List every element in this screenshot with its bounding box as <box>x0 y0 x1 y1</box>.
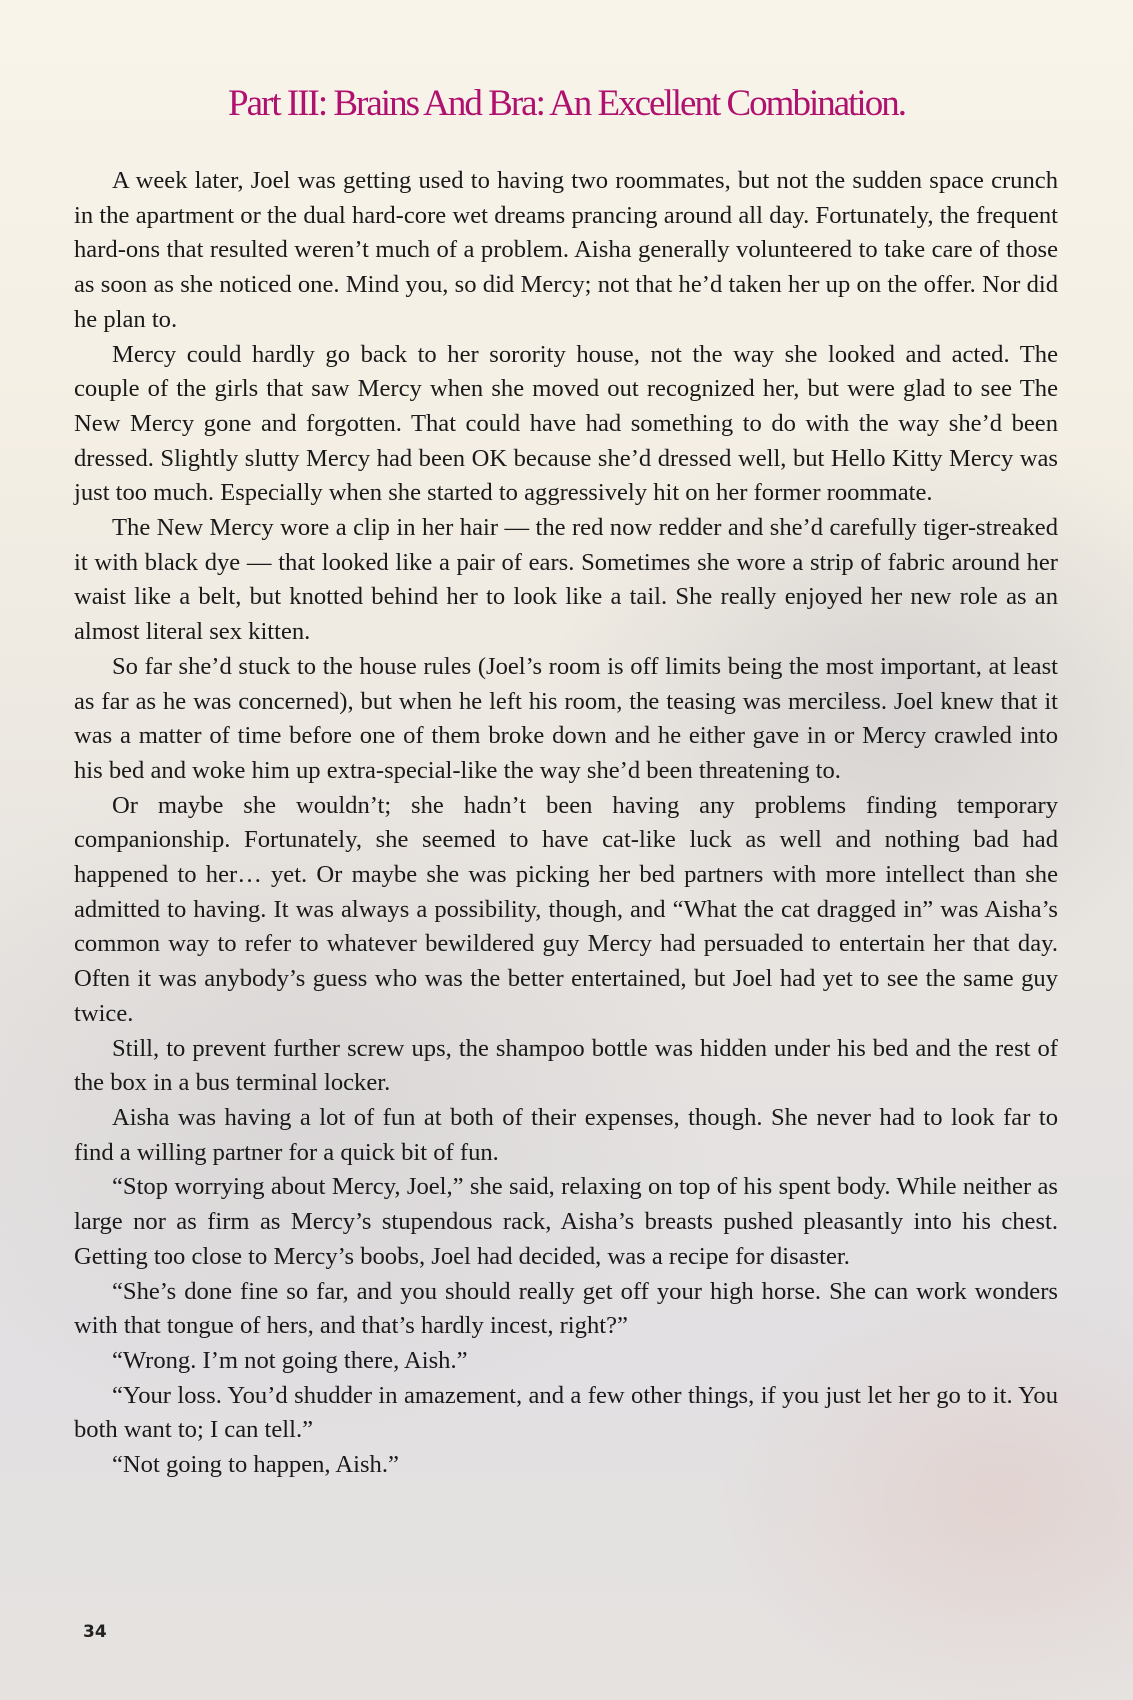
page-number: 34 <box>83 1622 107 1642</box>
chapter-title: Part III: Brains And Bra: An Excellent Combination. <box>228 83 905 124</box>
paragraph: The New Mercy wore a clip in her hair — the red now redder and she’d carefully tiger-streaked it with black dye — that looked like a pair of ears. Sometimes she wore a strip of fabric around her waist like a belt, but knotted behind her to look like a tail. She really enjoyed her new role as an almost literal sex kitten. <box>74 514 1058 646</box>
paragraph: A week later, Joel was getting used to having two roommates, but not the sudden space crunch in the apartment or the dual hard-core wet dreams prancing around all day. Fortunately, the frequent hard-ons that resulted weren’t much of a problem. Aisha generally volunteered to take care of those as soon as she noticed one. Mind you, so did Mercy; not that he’d taken her up on the offer. Nor did he plan to. <box>74 167 1058 333</box>
paragraph: “Not going to happen, Aish.” <box>112 1451 399 1479</box>
paragraph: Or maybe she wouldn’t; she hadn’t been having any problems finding temporary companionship. Fortunately, she seemed to have cat-like luck as well and nothing bad had happened to her… yet. Or maybe she was picking her bed partners with more intellect than she admitted to having. It was always a possibility, though, and “What the cat dragged in” was Aisha’s common way to refer to whatever bewildered guy Mercy had persuaded to entertain her that day. Often it was anybody’s guess who was the better entertained, but Joel had yet to see the same guy twice. <box>74 791 1058 1027</box>
paragraph: “Wrong. I’m not going there, Aish.” <box>112 1346 468 1374</box>
paragraph: “She’s done fine so far, and you should really get off your high horse. She can work wonders with that tongue of hers, and that’s hardly incest, right?” <box>74 1277 1058 1340</box>
body-text <box>74 164 1058 1483</box>
paragraph: So far she’d stuck to the house rules (Joel’s room is off limits being the most important, at least as far as he was concerned), but when he left his room, the teasing was merciless. Joel knew that it was a matter of time before one of them broke down and he either gave in or Mercy crawled into his bed and woke him up extra-special-like the way she’d been threatening to. <box>74 652 1058 784</box>
paragraph: Aisha was having a lot of fun at both of their expenses, though. She never had to look far to find a willing partner for a quick bit of fun. <box>74 1103 1058 1166</box>
paragraph: “Stop worrying about Mercy, Joel,” she said, relaxing on top of his spent body. While neither as large nor as firm as Mercy’s stupendous rack, Aisha’s breasts pushed pleasantly into his chest. Getting too close to Mercy’s boobs, Joel had decided, was a recipe for disaster. <box>74 1173 1058 1270</box>
paragraph: “Your loss. You’d shudder in amazement, and a few other things, if you just let her go to it. You both want to; I can tell.” <box>74 1381 1058 1444</box>
paragraph: Mercy could hardly go back to her sorority house, not the way she looked and acted. The couple of the girls that saw Mercy when she moved out recognized her, but were glad to see The New Mercy gone and forgotten. That could have had something to do with the way she’d been dressed. Slightly slutty Mercy had been OK because she’d dressed well, but Hello Kitty Mercy was just too much. Especially when she started to aggressively hit on her former roommate. <box>74 340 1058 507</box>
paragraph: Still, to prevent further screw ups, the shampoo bottle was hidden under his bed and the rest of the box in a bus terminal locker. <box>74 1034 1058 1097</box>
